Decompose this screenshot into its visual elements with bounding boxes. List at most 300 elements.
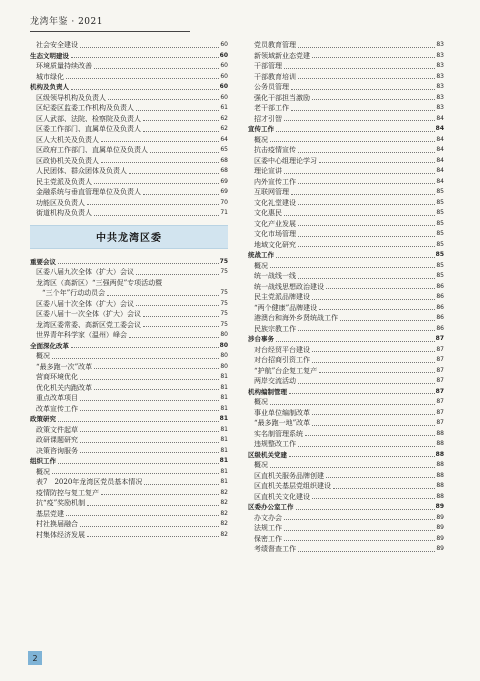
dot-leader [298,47,435,48]
toc-entry-page: 64 [220,135,228,143]
dot-leader [312,425,435,426]
toc-entry-title: 全面深化改革 [30,341,69,350]
toc-entry-page: 60 [219,83,228,90]
toc-entry-title: 区级领导机构及负责人 [36,93,106,102]
toc-entry [30,166,228,177]
toc-entry-title: 区政府工作部门、直属单位及负责人 [36,146,148,154]
toc-entry [30,488,228,499]
dot-leader [326,288,435,289]
toc-entry-title: 世界青年科学家（温州）峰会 [36,331,127,339]
dot-leader [276,257,435,258]
toc-entry-title: 改革宣传工作 [36,404,78,413]
toc-entry-page: 84 [436,114,444,122]
dot-leader [270,467,435,468]
dot-leader [298,278,435,279]
toc-entry-title: 两岸交流活动 [254,377,296,385]
toc-entry-title: 区委八届九次全体（扩大）会议 [36,268,134,276]
dot-leader [298,78,435,79]
toc-entry-page: 85 [436,219,444,227]
dot-leader [298,551,435,552]
toc-entry-page: 80 [220,352,228,359]
toc-entry [248,513,444,524]
toc-entry-title: 区政协机关及负责人 [36,156,99,165]
toc-entry-page: 85 [436,230,444,237]
toc-section-heading [30,341,228,352]
toc-entry [248,523,444,534]
toc-section-heading [30,82,228,93]
dot-leader [80,47,219,48]
toc-entry-page: 83 [436,51,444,59]
toc-entry-title: 事业单位编制改革 [254,408,310,417]
toc-entry-page: 81 [219,457,228,464]
dot-leader [284,173,435,174]
dot-leader [87,505,219,506]
toc-entry-page: 70 [220,198,228,206]
toc-entry [248,313,444,324]
dot-leader [58,263,219,264]
toc-entry [248,408,444,419]
dot-leader [298,383,435,384]
toc-entry [248,418,444,429]
toc-entry [30,372,228,383]
toc-entry-page: 68 [220,156,228,164]
toc-entry-title: 街道机构及负责人 [36,209,92,217]
toc-entry-title: 龙湾区（高新区）“三强两促”专项活动暨 [36,278,163,287]
toc-entry-page: 69 [220,188,228,195]
dot-leader [312,498,435,499]
toc-entry-title: 社会安全建设 [36,41,78,49]
toc-section-heading [30,414,228,425]
dot-leader [284,530,435,531]
toc-entry [248,271,444,282]
dot-leader [87,536,219,537]
toc-entry [30,288,228,299]
toc-entry-title: 决策咨询服务 [36,446,78,455]
toc-entry-title: 概况 [254,261,268,270]
toc-entry-page: 85 [436,272,444,279]
dot-leader [326,477,435,478]
toc-entry-page: 83 [436,62,444,69]
toc-entry-title: 民主党派及负责人 [36,177,92,186]
toc-entry-page: 88 [435,450,444,458]
toc-entry [30,519,228,530]
toc-entry-page: 87 [435,387,444,395]
toc-entry-page: 85 [435,251,444,258]
toc-entry-page: 75 [220,299,228,307]
dot-leader [298,225,435,226]
dot-leader [94,215,219,216]
toc-entry-page: 84 [436,177,444,185]
toc-entry-page: 87 [436,398,444,405]
dot-leader [80,526,219,527]
toc-entry-title: 文化市场管理 [254,230,296,238]
toc-entry [30,177,228,188]
toc-right-list [248,40,444,555]
dot-leader [284,519,435,520]
dot-leader [80,379,219,380]
toc-entry-title: “三个年”行动动员会 [42,289,106,297]
dot-leader [143,316,219,317]
toc-entry-title: 公务员管理 [254,83,289,91]
toc-left-column [30,40,228,540]
toc-entry [30,198,228,209]
toc-entry-title: 机构编制管理 [248,387,287,396]
dot-leader [289,393,435,394]
dot-leader [296,509,435,510]
toc-entry [30,309,228,320]
toc-section-heading [248,387,444,398]
toc-section-heading [30,257,228,268]
toc-entry-title: 优化机关内跑改革 [36,383,92,392]
toc-entry-title: “护航”台企复工复产 [254,366,318,375]
dot-leader [143,194,219,195]
toc-entry [248,355,444,366]
toc-entry-title: 文化礼堂建设 [254,198,296,207]
toc-entry-title: 区委八届十次全体（扩大）会议 [36,299,134,308]
toc-entry-page: 87 [436,366,444,374]
dot-leader [284,215,435,216]
toc-entry-title: “最多跑一次”改革 [36,362,93,371]
toc-entry [248,40,444,51]
toc-entry-page: 83 [436,41,444,48]
dot-leader [312,362,435,363]
toc-entry [30,135,228,146]
dot-leader [270,267,435,268]
toc-entry [30,299,228,310]
dot-leader [270,404,435,405]
toc-entry [248,376,444,387]
toc-entry-page: 85 [436,261,444,269]
toc-entry-page: 81 [220,436,228,443]
toc-entry-page: 82 [220,520,228,527]
toc-right-column [248,40,444,555]
toc-entry [248,219,444,230]
toc-entry [248,544,444,555]
dot-leader [94,389,219,390]
toc-entry [248,292,444,303]
toc-entry-title: 概况 [254,135,268,144]
toc-entry [30,351,228,362]
toc-entry-title: 重要会议 [30,257,56,266]
toc-entry-page: 75 [220,289,228,296]
dot-leader [312,351,435,352]
toc-entry-title: 区直机关文化建设 [254,492,310,501]
toc-entry-title: 办文办会 [254,513,282,522]
toc-entry [30,320,228,331]
toc-entry-page: 82 [220,530,228,538]
toc-entry-page: 81 [220,383,228,391]
toc-entry-title: 保密工作 [254,534,282,543]
toc-entry-title: 机构及负责人 [30,83,69,91]
toc-entry-title: 龙湾区委常委、高新区党工委会议 [36,320,141,329]
toc-entry-title: 功能区及负责人 [36,198,85,207]
dot-leader [319,309,435,310]
dot-leader [80,431,219,432]
toc-entry-title: 统战工作 [248,251,274,259]
dot-leader [291,89,435,90]
running-head: 龙湾年鉴 · 2021 [30,17,103,27]
dot-leader [80,442,219,443]
dot-leader [108,99,219,100]
toc-entry-title: 文化产业发展 [254,219,296,228]
toc-section-heading [248,502,444,513]
toc-entry-page: 88 [436,482,444,489]
toc-entry-title: 文化惠民 [254,209,282,217]
toc-entry [30,393,228,404]
toc-entry [248,229,444,240]
toc-entry-title: 区直机关服务品牌创建 [254,471,324,480]
toc-entry-title: 疫情防控与复工复产 [36,488,99,497]
toc-entry-title: 内外宣传工作 [254,177,296,186]
toc-entry [30,383,228,394]
toc-entry [248,324,444,335]
toc-entry [248,366,444,377]
dot-leader [80,400,219,401]
toc-entry-page: 88 [436,492,444,500]
dot-leader [340,320,435,321]
dot-leader [52,358,219,359]
toc-entry [30,124,228,135]
toc-entry-page: 65 [220,146,228,153]
dot-leader [298,183,435,184]
toc-entry-page: 86 [436,303,444,311]
dot-leader [101,494,219,495]
toc-entry-page: 62 [220,125,228,132]
toc-entry [248,103,444,114]
toc-entry [30,208,228,219]
toc-entry [248,93,444,104]
toc-entry-title: 宣传工作 [248,125,274,133]
toc-entry-page: 85 [436,240,444,248]
toc-entry-title: 统一战线思想政治建设 [254,282,324,291]
toc-entry-page: 86 [436,293,444,300]
toc-entry-title: 强化干部担当激励 [254,93,310,102]
toc-entry [30,362,228,373]
dot-leader [94,68,219,69]
toc-entry [248,439,444,450]
toc-entry-title: “两个健康”品牌建设 [254,303,318,312]
toc-entry [30,103,228,114]
toc-entry-page: 80 [220,331,228,338]
toc-entry-title: 表7 2020年龙湾区党员基本情况 [36,478,143,486]
toc-entry [248,481,444,492]
toc-entry-page: 83 [436,72,444,80]
toc-entry-title: 新领域新业态党建 [254,51,310,60]
page-number: 2 [28,651,42,665]
dot-leader [312,99,435,100]
dot-leader [333,488,435,489]
toc-entry-page: 88 [436,429,444,437]
toc-entry-page: 80 [220,362,228,370]
toc-entry [248,492,444,503]
toc-entry-title: 法规工作 [254,524,282,532]
toc-entry-page: 89 [436,534,444,542]
dot-leader [143,326,219,327]
toc-entry-page: 89 [435,503,444,510]
toc-entry [30,61,228,72]
toc-entry-page: 84 [436,146,444,153]
toc-entry-title: 政研课题研究 [36,436,78,444]
toc-entry-page: 86 [436,282,444,290]
toc-entry-page: 89 [436,545,444,552]
dot-leader [298,246,435,247]
dot-leader [87,204,219,205]
dot-leader [129,337,219,338]
toc-entry [248,114,444,125]
toc-entry-title: 重点改革项目 [36,394,78,402]
toc-entry-title: 区委办公室工作 [248,503,294,511]
toc-entry-title: 理论宣讲 [254,167,282,175]
dot-leader [312,414,435,415]
dot-leader [312,299,435,300]
toc-entry [30,425,228,436]
toc-entry-title: 区级机关党建 [248,450,287,459]
dot-leader [71,89,219,90]
toc-entry-title: 互联网管理 [254,188,289,196]
dot-leader [319,372,435,373]
toc-entry-page: 81 [220,446,228,454]
dot-leader [319,162,435,163]
toc-entry-title: 环境质量持续改善 [36,62,92,70]
toc-entry-page: 61 [220,104,228,111]
toc-entry [248,429,444,440]
toc-entry-title: 涉台事务 [248,335,274,343]
dot-leader [71,347,219,348]
toc-entry-title: 区纪委区监委工作机构及负责人 [36,104,134,112]
dot-leader [291,110,435,111]
toc-entry-title: 实名制管理系统 [254,429,303,438]
toc-entry-title: 营商环境优化 [36,373,78,381]
toc-entry-page: 75 [220,268,228,275]
toc-entry [248,534,444,545]
toc-entry [248,72,444,83]
toc-section-heading [248,250,444,261]
dot-leader [298,446,435,447]
toc-entry-title: 村社换届融合 [36,520,78,528]
toc-entry-title: 民族宗教工作 [254,324,296,333]
dot-leader [143,131,219,132]
toc-entry-title: 村集体经济发展 [36,530,85,539]
toc-entry-title: 人民团体、群众团体及负责人 [36,167,127,175]
toc-entry-title: 港澳台和海外乡贤统战工作 [254,314,338,322]
dot-leader [94,183,219,184]
toc-entry-page: 87 [436,408,444,416]
toc-section-heading [30,456,228,467]
dot-leader [66,78,219,79]
toc-entry-title: 概况 [36,467,50,476]
toc-section-heading [30,51,228,62]
toc-entry-page: 60 [219,51,228,59]
dot-leader [58,463,219,464]
toc-entry-page: 83 [436,83,444,90]
toc-entry [248,166,444,177]
dot-leader [94,368,219,369]
toc-entry-title: 政策文件起草 [36,425,78,434]
toc-entry [30,509,228,520]
toc-entry [248,460,444,471]
toc-entry [248,345,444,356]
dot-leader [298,152,435,153]
toc-entry-page: 81 [220,404,228,412]
toc-entry-page: 85 [436,209,444,216]
toc-entry [30,498,228,509]
toc-entry-page: 62 [220,114,228,122]
section-banner: 中共龙湾区委 [30,225,228,249]
dot-leader [289,456,435,457]
toc-entry-page: 60 [220,93,228,101]
toc-entry-title: 党员教育管理 [254,41,296,49]
toc-entry-page: 75 [219,257,228,265]
toc-entry-title: 对台招商引资工作 [254,356,310,364]
toc-entry [248,198,444,209]
toc-entry [30,40,228,51]
toc-entry-title: 区直机关基层党组织建设 [254,482,331,490]
toc-entry-page: 86 [436,314,444,321]
toc-entry [248,303,444,314]
dot-leader [52,473,219,474]
toc-entry-page: 81 [219,415,228,422]
toc-entry [30,530,228,541]
toc-entry-page: 60 [220,41,228,48]
toc-entry [30,446,228,457]
toc-entry-page: 84 [435,125,444,132]
dot-leader [80,410,219,411]
toc-entry [30,114,228,125]
toc-entry [30,156,228,167]
toc-entry-page: 75 [220,320,228,328]
toc-entry-page: 87 [436,345,444,353]
toc-entry-title: 招才引智 [254,114,282,123]
toc-entry-title: 对台经贸平台建设 [254,345,310,354]
toc-entry [30,467,228,478]
toc-entry-page: 87 [436,356,444,363]
toc-entry-page: 83 [436,93,444,101]
toc-entry-page: 88 [436,471,444,479]
toc-entry-title: 民主党派品牌建设 [254,293,310,301]
toc-entry [30,145,228,156]
toc-entry [248,282,444,293]
toc-entry [30,72,228,83]
dot-leader [276,341,435,342]
dot-leader [291,194,435,195]
toc-entry-title: 地域文化研究 [254,240,296,249]
dot-leader [66,515,219,516]
toc-entry [30,278,228,289]
toc-entry-page: 87 [436,419,444,426]
toc-entry-title: 政策研究 [30,415,56,423]
toc-entry [248,82,444,93]
dot-leader [107,295,219,296]
toc-entry-page: 81 [220,425,228,433]
toc-section-heading [248,450,444,461]
dot-leader [276,131,435,132]
toc-entry-title: 干部教育培训 [254,72,296,81]
toc-entry-page: 83 [436,104,444,111]
dot-leader [71,57,219,58]
toc-entry-title: 概况 [254,398,268,406]
dot-leader [80,452,219,453]
toc-entry-page: 87 [435,335,444,342]
toc-entry-title: “最多跑一地”改革 [254,419,311,427]
toc-entry [30,477,228,488]
toc-entry [248,61,444,72]
toc-entry-title: 统一战线一线 [254,272,296,280]
toc-entry-title: 区人大机关及负责人 [36,135,99,144]
toc-left-bottom-list [30,257,228,541]
header-rule [30,31,190,32]
toc-entry-page: 81 [220,373,228,380]
toc-entry-title: 区委工作部门、直属单位及负责人 [36,125,141,133]
